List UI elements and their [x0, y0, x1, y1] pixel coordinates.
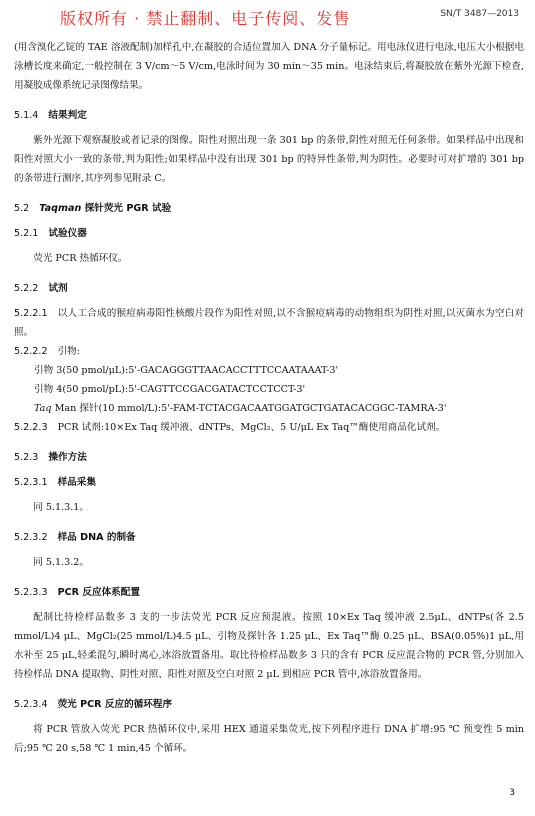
heading-5-2-1: 5.2.1 试验仪器	[14, 228, 87, 239]
heading-5-2-3-1: 5.2.3.1 样品采集	[14, 477, 96, 488]
heading-5-2-3-3: 5.2.3.3 PCR 反应体系配置	[14, 587, 140, 598]
item-5-2-2-2: 5.2.2.2 引物:	[14, 346, 80, 357]
paragraph-result: 紫外光源下观察凝胶或者记录的图像。阳性对照出现一条 301 bp 的条带,阴性对照无任何条带。如果样品中出现和阳性对照大小一致的条带,判为阳性;如果样品中没有出现 301 bp 的特异性条带,判为阴性。必要时可对扩增的 301 bp 的条带进行测序,其序列参见附录 C。	[14, 135, 524, 184]
paragraph-instrument: 荧光 PCR 热循环仪。	[33, 253, 128, 264]
copyright-watermark: 版权所有 · 禁止翻制、电子传阅、发售	[60, 9, 351, 28]
heading-5-2-2: 5.2.2 试剂	[14, 283, 68, 294]
page-number: 3	[509, 788, 515, 798]
primer-line: 引物 4(50 pmol/pL):5'-CAGTTCCGACGATACTCCTCCT-3'	[34, 384, 306, 395]
probe-line: Taq Man 探针(10 mmol/L):5'-FAM-TCTACGACAATGGATGCTGATACACGGC-TAMRA-3'	[34, 403, 447, 414]
paragraph-sampling: 同 5.1.3.1。	[33, 502, 89, 513]
item-5-2-2-1: 5.2.2.1 以人工合成的猴痘病毒阳性核酸片段作为阳性对照,以不含猴痘病毒的动物组织为阴性对照,以灭菌水为空白对照。	[14, 308, 524, 338]
paragraph-reaction-system: 配制比待检样品数多 3 支的一步法荧光 PCR 反应预混液。按照 10×Ex Taq 缓冲液 2.5μL、dNTPs(各 2.5 mmol/L)4 μL、MgCl₂(25 mmol/L)4.5 μL、引物及探针各 1.25 μL、Ex Taq™酶 0.25 μL、BSA(0.05%)1 μL,用水补至 25 μL,轻柔混匀,瞬时离心,冰浴放置备用。取比待检样品数多 3 只的含有 PCR 反应混合物的 PCR 管,分别加入待检样品 DNA 提取物、阴性对照、阳性对照及空白对照 2 μL 到相应 PCR 管中,冰浴放置备用。	[14, 612, 524, 680]
heading-5-2-3-2: 5.2.3.2 样品 DNA 的制备	[14, 532, 136, 543]
heading-5-2-3-4: 5.2.3.4 荧光 PCR 反应的循环程序	[14, 699, 173, 710]
document-body	[14, 38, 524, 758]
paragraph-cycle-program: 将 PCR 管放入荧光 PCR 热循环仪中,采用 HEX 通道采集荧光,按下列程序进行 DNA 扩增:95 ℃ 预变性 5 min 后;95 ℃ 20 s,58 ℃ 1 min,45 个循环。	[14, 724, 524, 754]
heading-5-1-4: 5.1.4 结果判定	[14, 110, 87, 121]
heading-5-2: 5.2 Taqman 探针荧光 PGR 试验	[14, 203, 172, 214]
standard-number: SN/T 3487—2013	[440, 9, 519, 19]
primer-line: 引物 3(50 pmol/μL):5'-GACAGGGTTAACACCTTTCCAATAAAT-3'	[34, 365, 339, 376]
heading-5-2-3: 5.2.3 操作方法	[14, 452, 87, 463]
paragraph-electrophoresis: (用含溴化乙锭的 TAE 溶液配制)加样孔中,在凝胶的合适位置加入 DNA 分子量标记。用电泳仪进行电泳,电压大小根据电泳槽长度来确定,一般控制在 3 V/cm～5 V/cm,电泳时间为 30 min～35 min。电泳结束后,将凝胶放在紫外光源下检查,用凝胶成像系统记录图像结果。	[14, 42, 524, 91]
item-5-2-2-3: 5.2.2.3 PCR 试剂:10×Ex Taq 缓冲液、dNTPs、MgCl₂、5 U/μL Ex Taq™酶使用商品化试剂。	[14, 422, 446, 433]
paragraph-dna-prep: 同 5.1.3.2。	[33, 557, 89, 568]
